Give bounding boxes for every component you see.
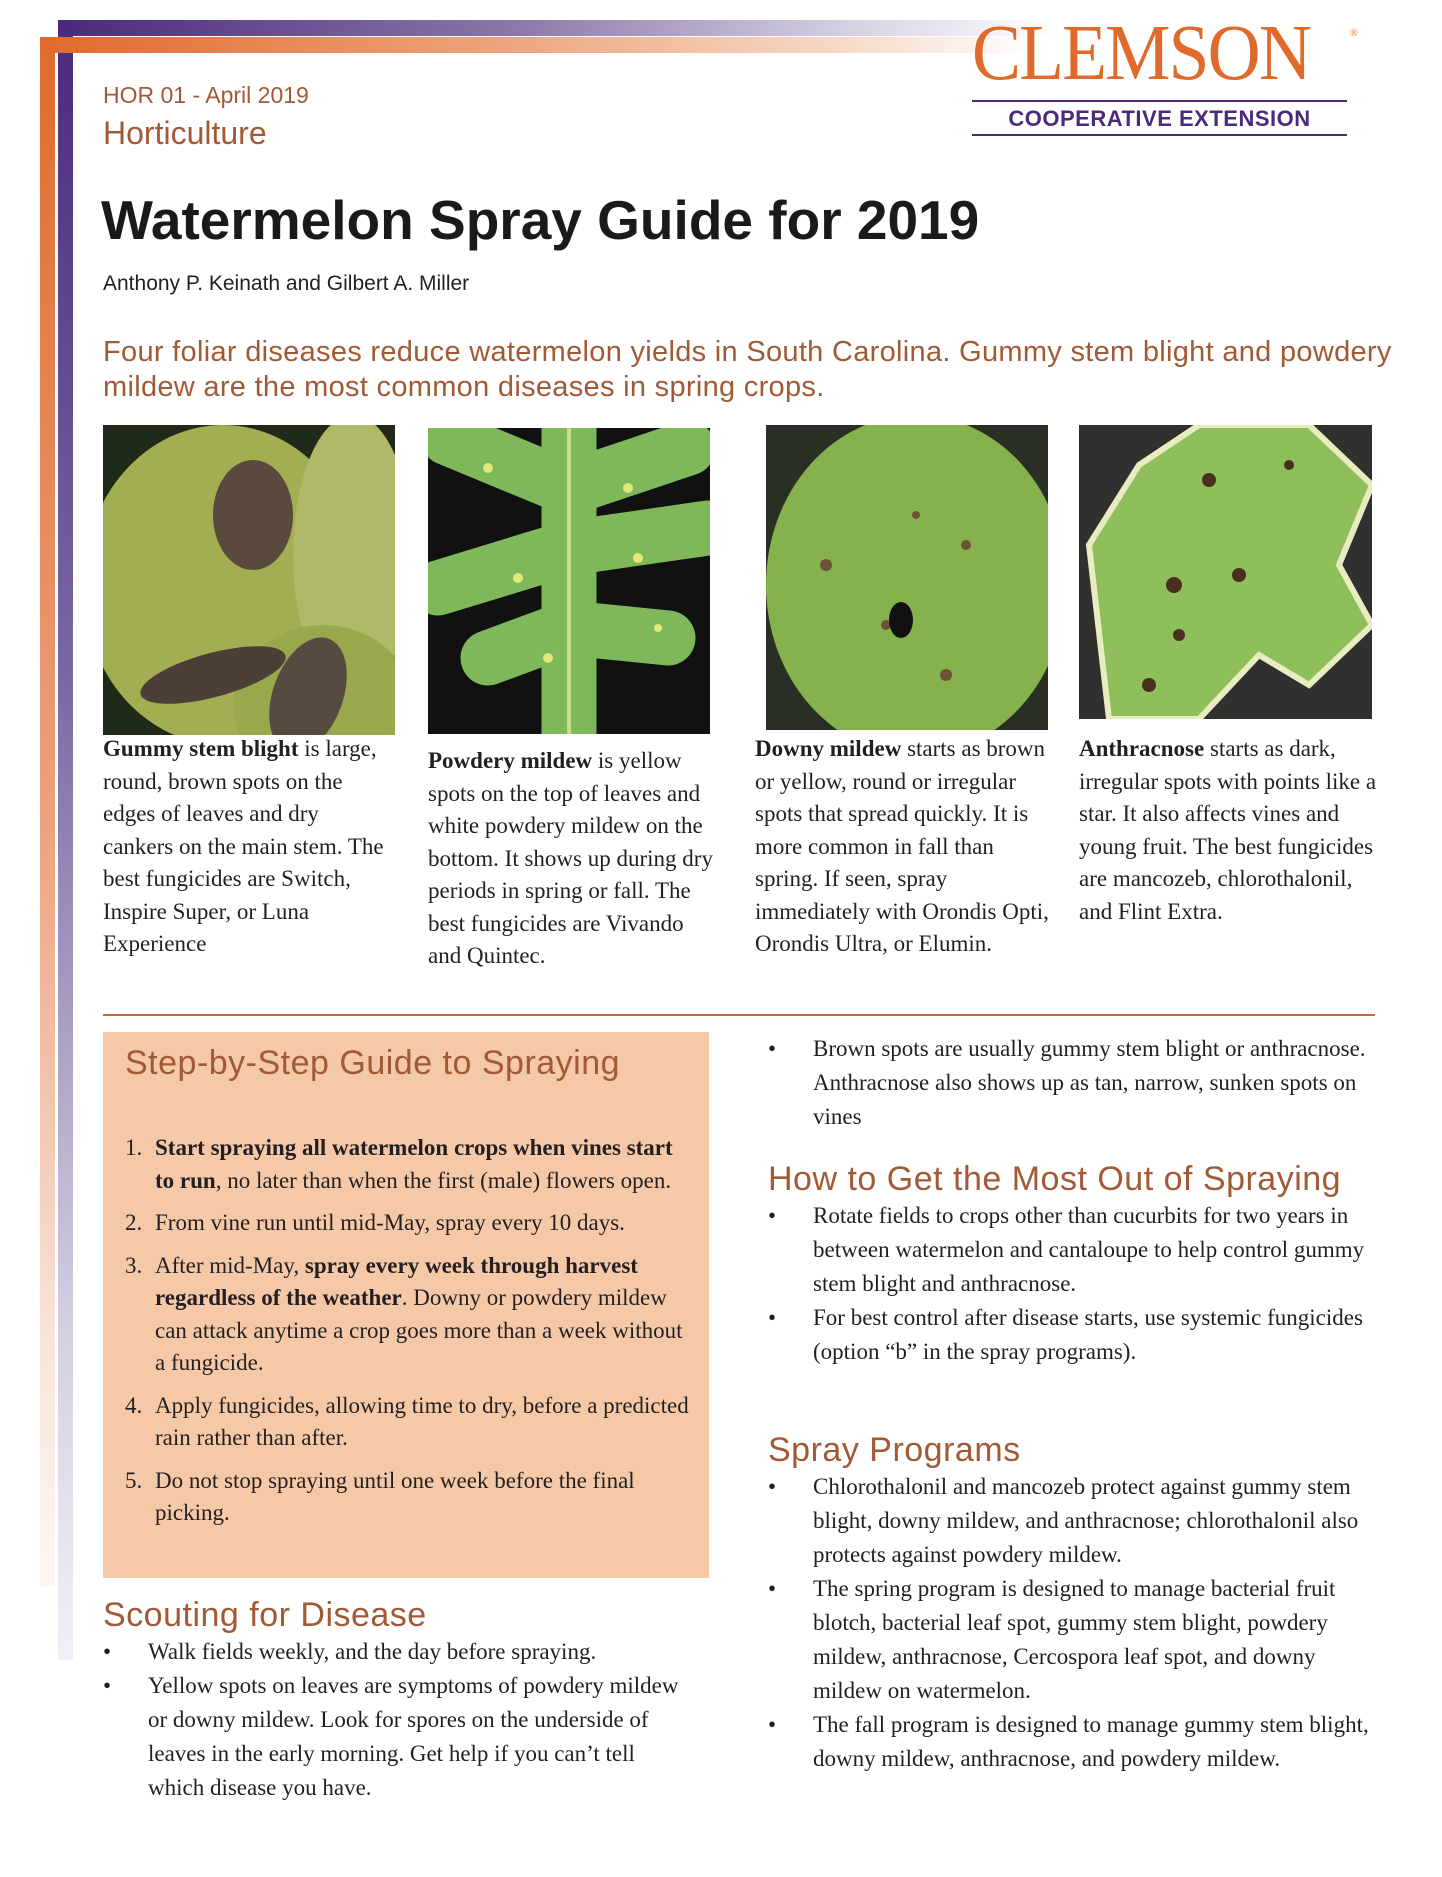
scouting-section	[103, 1598, 693, 1805]
bullet-text: The fall program is designed to manage gummy stem blight, downy mildew, anthracnose, and powdery mildew.	[813, 1712, 1369, 1771]
disease-name: Powdery mildew	[428, 748, 593, 773]
registered-mark: ®	[1350, 28, 1358, 39]
step-list	[125, 1132, 695, 1540]
department: Horticulture	[103, 115, 267, 151]
bullet-icon: •	[768, 1576, 777, 1601]
caption-gummy-stem-blight	[103, 733, 393, 961]
bullet-text: Brown spots are usually gummy stem blight or anthracnose. Anthracnose also shows up as tan, narrow, sunken spots on vines	[813, 1036, 1366, 1129]
step-bold-text: spray every week through harvest regardless of the weather	[155, 1252, 638, 1310]
bullet-text: Walk fields weekly, and the day before spraying.	[148, 1639, 597, 1664]
spray-programs-bullets	[768, 1470, 1388, 1776]
logo-wordmark: CLEMSON	[972, 10, 1311, 97]
logo-rule-bottom	[972, 134, 1347, 136]
purple-left-bar	[58, 20, 73, 1660]
clemson-extension-logo	[972, 10, 1360, 131]
bullet-icon: •	[103, 1673, 112, 1698]
step-item	[125, 1207, 695, 1240]
powdery-mildew-photo	[428, 428, 710, 734]
downy-mildew-photo	[766, 425, 1048, 730]
scouting-bullets	[103, 1635, 693, 1805]
section-divider	[103, 1014, 1375, 1016]
bullet-item	[768, 1708, 1388, 1776]
bullet-icon: •	[768, 1474, 777, 1499]
gummy-stem-blight-photo	[103, 425, 395, 735]
spray-programs-section	[768, 1433, 1388, 1776]
step-item	[125, 1390, 695, 1455]
caption-downy-mildew	[755, 733, 1055, 961]
step-item	[125, 1465, 695, 1530]
step-by-step-box	[103, 1032, 709, 1578]
step-text: Do not stop spraying until one week before the final picking.	[155, 1467, 635, 1525]
step-text: After mid-May,	[155, 1252, 305, 1278]
page-title: Watermelon Spray Guide for 2019	[101, 189, 980, 251]
caption-powdery-mildew	[428, 745, 718, 973]
step-number: 1.	[125, 1135, 143, 1160]
bullet-item	[768, 1470, 1388, 1572]
bullet-icon: •	[768, 1036, 777, 1061]
disease-name: Gummy stem blight	[103, 736, 299, 761]
logo-subtitle: COOPERATIVE EXTENSION	[1008, 106, 1311, 131]
bullet-item	[103, 1635, 693, 1669]
disease-description: starts as dark, irregular spots with points like a star. It also affects vines and young fruit. The best fungicides are mancozeb, chlorothalonil, and Flint Extra.	[1079, 736, 1377, 924]
bullet-text: Yellow spots on leaves are symptoms of powdery mildew or downy mildew. Look for spores on the underside of leaves in the early morning. Get help if you can’t tell which disease you have.	[148, 1673, 679, 1800]
bullet-item	[103, 1669, 693, 1805]
step-number: 2.	[125, 1210, 143, 1235]
step-text: From vine run until mid-May, spray every 10 days.	[155, 1210, 625, 1235]
scouting-bullets-continued	[768, 1032, 1388, 1134]
most-out-section	[768, 1162, 1388, 1369]
orange-top-bar	[40, 37, 1040, 53]
step-text: Apply fungicides, allowing time to dry, before a predicted rain rather than after.	[155, 1392, 689, 1450]
disease-name: Anthracnose	[1079, 736, 1205, 761]
bullet-text: For best control after disease starts, use systemic fungicides (option “b” in the spray programs).	[813, 1305, 1363, 1364]
step-guide-heading: Step-by-Step Guide to Spraying	[125, 1044, 621, 1082]
step-number: 4.	[125, 1392, 143, 1418]
bullet-item	[768, 1572, 1388, 1708]
bullet-text: The spring program is designed to manage bacterial fruit blotch, bacterial leaf spot, gummy stem blight, powdery mildew, anthracnose, Cercospora leaf spot, and downy mildew on watermelon.	[813, 1576, 1336, 1703]
disease-description: starts as brown or yellow, round or irregular spots that spread quickly. It is more common in fall than spring. If seen, spray immediately with Orondis Opti, Orondis Ultra, or Elumin.	[755, 736, 1049, 956]
disease-description: is large, round, brown spots on the edges of leaves and dry cankers on the main stem. The best fungicides are Switch, Inspire Super, or Luna Experience	[103, 736, 384, 956]
bullet-item	[768, 1199, 1388, 1301]
step-number: 3.	[125, 1252, 143, 1278]
step-bold-text: Start spraying all watermelon crops when vines start to run	[155, 1135, 673, 1193]
caption-anthracnose	[1079, 733, 1379, 928]
most-out-heading: How to Get the Most Out of Spraying	[768, 1160, 1342, 1198]
step-text: , no later than when the first (male) flowers open.	[215, 1167, 672, 1193]
bullet-text: Chlorothalonil and mancozeb protect against gummy stem blight, downy mildew, and anthracnose; chlorothalonil also protects against powdery mildew.	[813, 1474, 1359, 1567]
purple-top-bar	[58, 20, 1058, 36]
publication-number: HOR 01 - April 2019	[103, 82, 309, 108]
step-item	[125, 1132, 695, 1197]
disease-description: is yellow spots on the top of leaves and white powdery mildew on the bottom. It shows up during dry periods in spring or fall. The best fungicides are Vivando and Quintec.	[428, 748, 713, 968]
orange-left-bar	[40, 37, 55, 1587]
bullet-icon: •	[768, 1305, 777, 1330]
bullet-icon: •	[768, 1203, 777, 1228]
bullet-item	[768, 1301, 1388, 1369]
logo-rule-top	[972, 100, 1347, 102]
bullet-text: Rotate fields to crops other than cucurbits for two years in between watermelon and cantaloupe to help control gummy stem blight and anthracnose.	[813, 1203, 1365, 1296]
step-item	[125, 1250, 695, 1380]
scouting-heading: Scouting for Disease	[103, 1596, 427, 1634]
disease-name: Downy mildew	[755, 736, 902, 761]
step-text: . Downy or powdery mildew can attack anytime a crop goes more than a week without a fungicide.	[155, 1285, 683, 1375]
step-number: 5.	[125, 1467, 143, 1493]
anthracnose-photo	[1079, 425, 1372, 719]
bullet-item	[768, 1032, 1388, 1134]
bullet-icon: •	[768, 1712, 777, 1737]
spray-programs-heading: Spray Programs	[768, 1431, 1021, 1469]
most-out-bullets	[768, 1199, 1388, 1369]
bullet-icon: •	[103, 1639, 112, 1664]
intro-text: Four foliar diseases reduce watermelon yields in South Carolina. Gummy stem blight and powdery mildew are the most common diseases in spring crops.	[103, 336, 1392, 403]
authors: Anthony P. Keinath and Gilbert A. Miller	[103, 272, 470, 295]
scouting-continued	[768, 1032, 1388, 1134]
